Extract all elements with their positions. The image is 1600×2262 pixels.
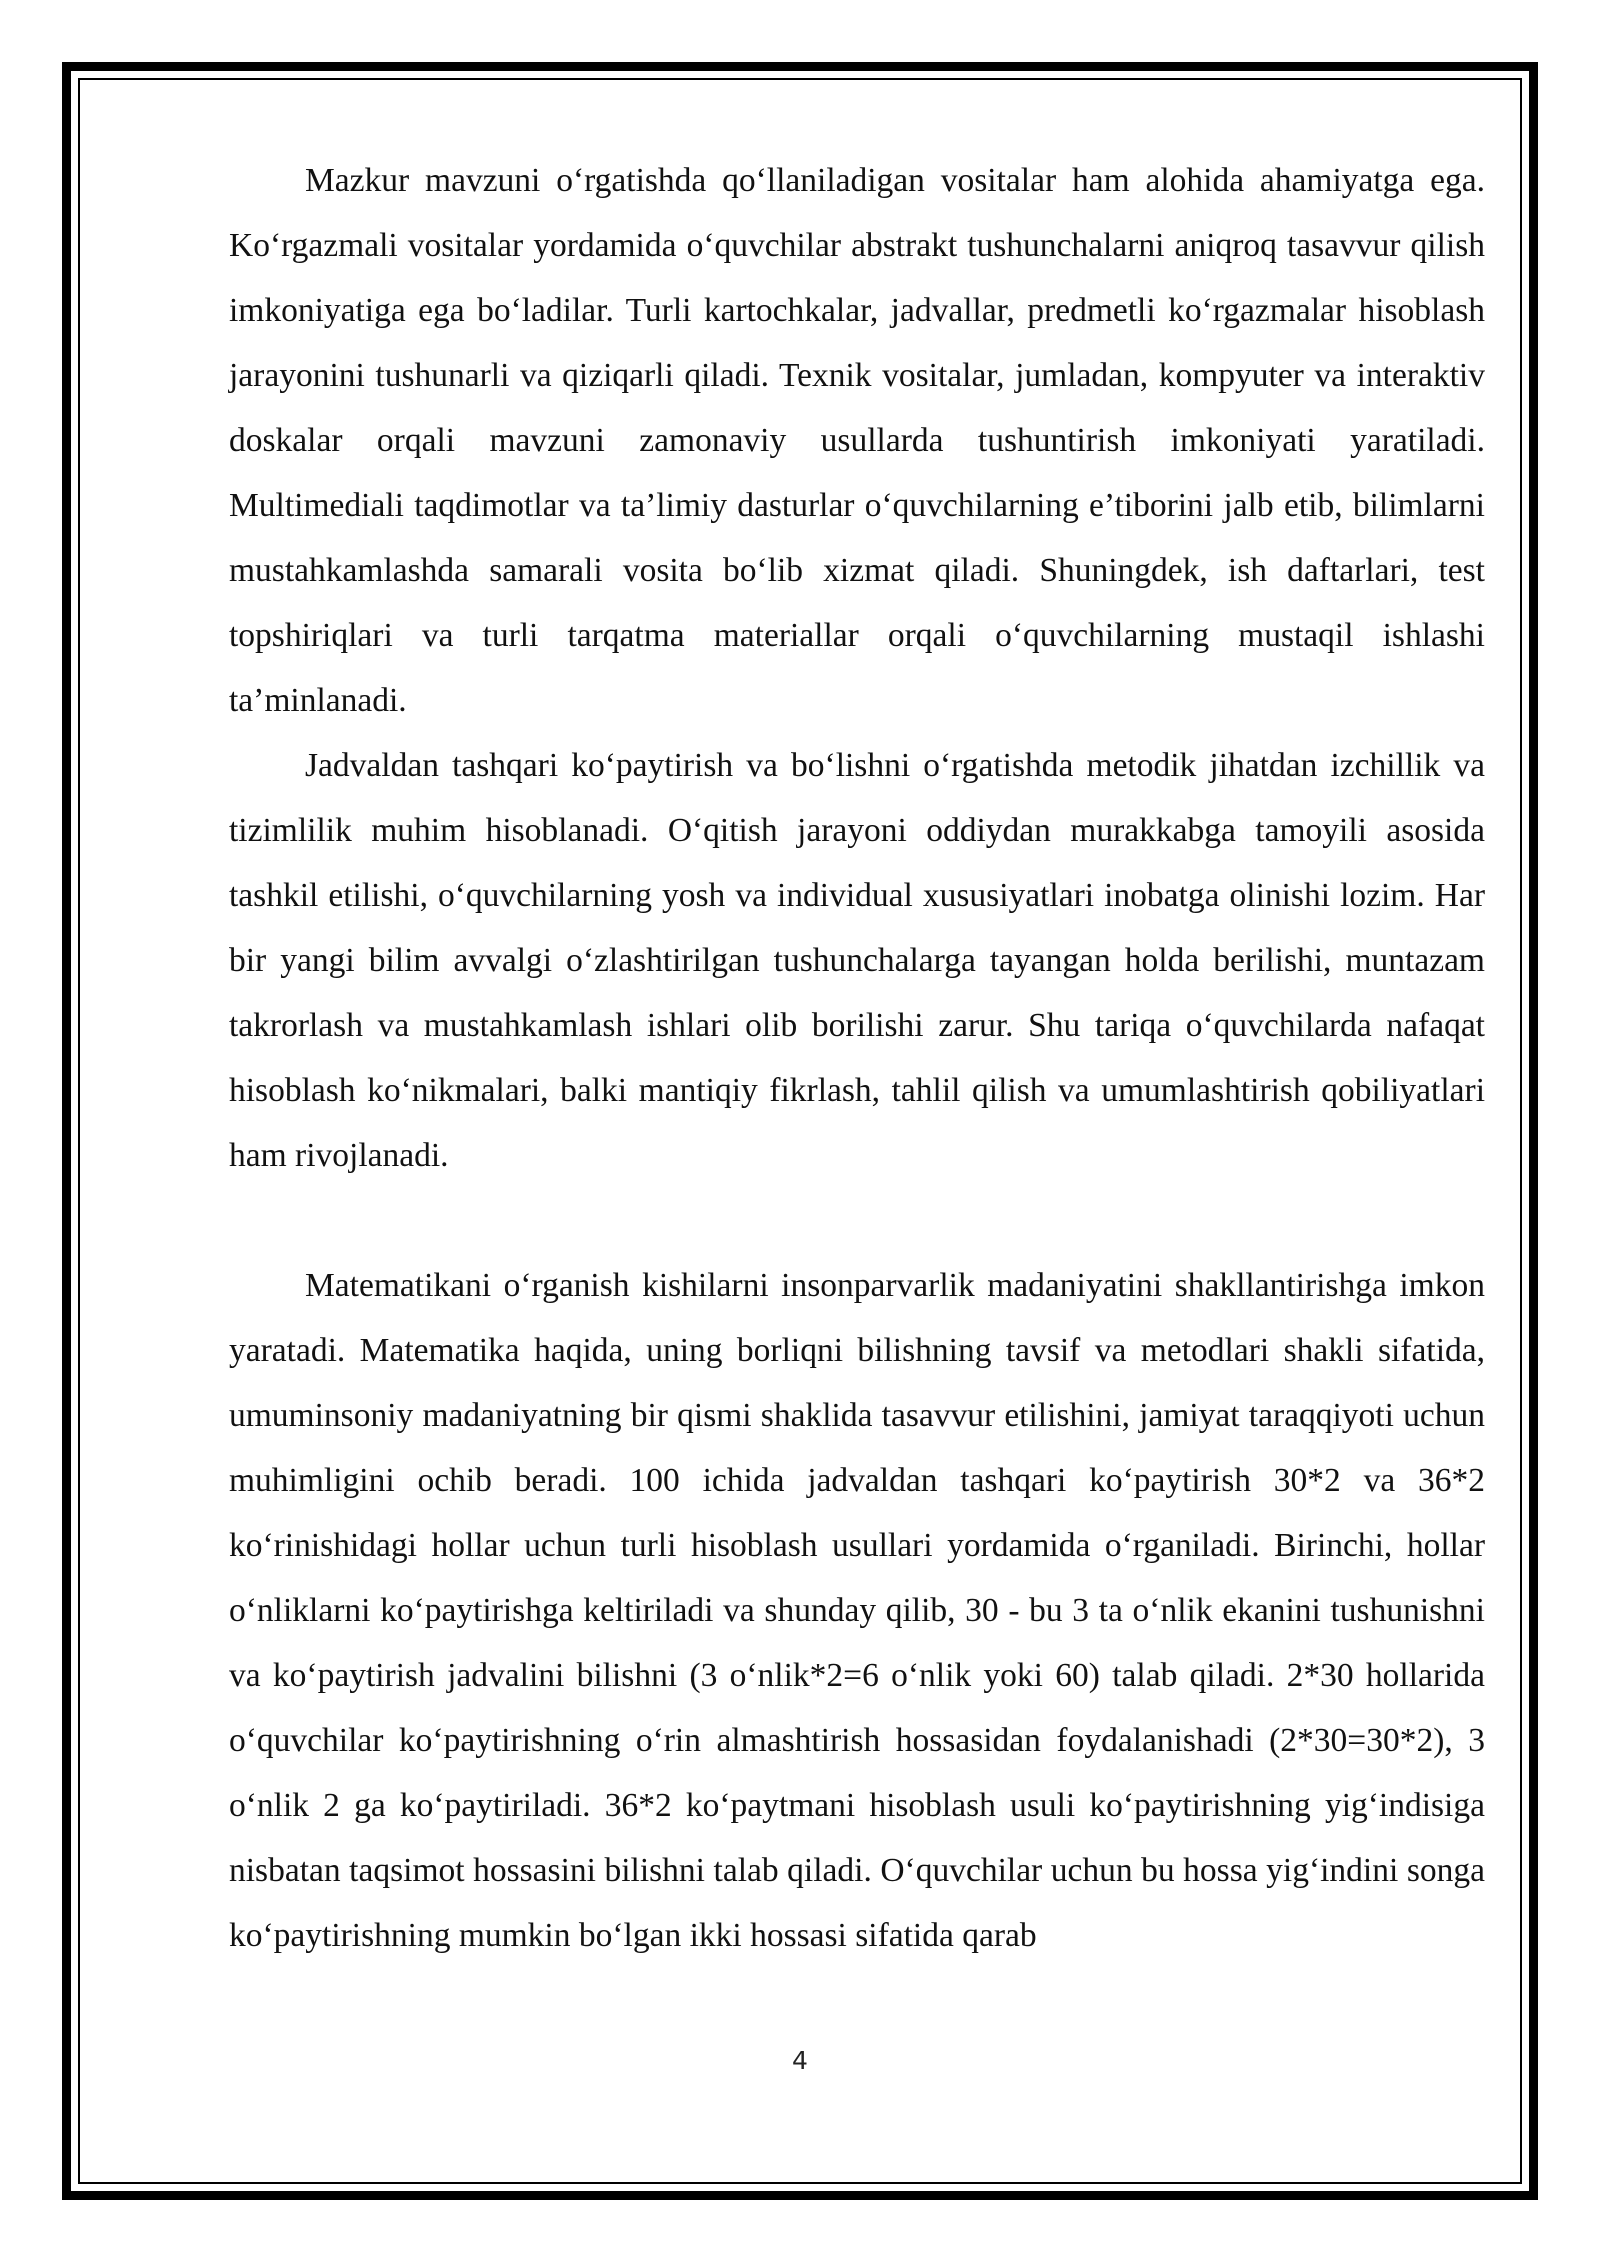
paragraph-methodology: Jadvaldan tashqari ko‘paytirish va bo‘lishni o‘rgatishda metodik jihatdan izchillik va tizimlilik muhim hisoblanadi. O‘qitish jarayoni oddiydan murakkabga tamoyili asosida tashkil etilishi, o‘quvchilarning yosh va individual xususiyatlari inobatga olinishi lozim. Har bir yangi bilim avvalgi o‘zlashtirilgan tushunchalarga tayangan holda berilishi, muntazam takrorlash va mustahkamlash ishlari olib borilishi zarur. Shu tariqa o‘quvchilarda nafaqat hisoblash ko‘nikmalari, balki mantiqiy fikrlash, tahlil qilish va umumlashtirish qobiliyatlari ham rivojlanadi. [229,747,1485,1174]
paragraph-teaching-tools: Mazkur mavzuni o‘rgatishda qo‘llaniladigan vositalar ham alohida ahamiyatga ega. Ko‘rgazmali vositalar yordamida o‘quvchilar abstrakt tushunchalarni aniqroq tasavvur qilish imkoniyatiga ega bo‘ladilar. Turli kartochkalar, jadvallar, predmetli ko‘rgazmalar hisoblash jarayonini tushunarli va qiziqarli qiladi. Texnik vositalar, jumladan, kompyuter va interaktiv doskalar orqali mavzuni zamonaviy usullarda tushuntirish imkoniyati yaratiladi. Multimediali taqdimotlar va ta’limiy dasturlar o‘quvchilarning e’tiborini jalb etib, bilimlarni mustahkamlashda samarali vosita bo‘lib xizmat qiladi. Shuningdek, ish daftarlari, test topshiriqlari va turli tarqatma materiallar orqali o‘quvchilarning mustaqil ishlashi ta’minlanadi. [229,162,1485,719]
paragraph-spacer [229,1188,1485,1253]
paragraph-mathematics: Matematikani o‘rganish kishilarni insonparvarlik madaniyatini shakllantirishga imkon yaratadi. Matematika haqida, uning borliqni bilishning tavsif va metodlari shakli sifatida, umuminsoniy madaniyatning bir qismi shaklida tasavvur etilishini, jamiyat taraqqiyoti uchun muhimligini ochib beradi. 100 ichida jadvaldan tashqari ko‘paytirish 30*2 va 36*2 ko‘rinishidagi hollar uchun turli hisoblash usullari yordamida o‘rganiladi. Birinchi, hollar o‘nliklarni ko‘paytirishga keltiriladi va shunday qilib, 30 - bu 3 ta o‘nlik ekanini tushunishni va ko‘paytirish jadvalini bilishni (3 o‘nlik*2=6 o‘nlik yoki 60) talab qiladi. 2*30 hollarida o‘quvchilar ko‘paytirishning o‘rin almashtirish hossasidan foydalanishadi (2*30=30*2), 3 o‘nlik 2 ga ko‘paytiriladi. 36*2 ko‘paytmani hisoblash usuli ko‘paytirishning yig‘indisiga nisbatan taqsimot hossasini bilishni talab qiladi. O‘quvchilar uchun bu hossa yig‘indini songa ko‘paytirishning mumkin bo‘lgan ikki hossasi sifatida qarab [229,1267,1485,1954]
page-number: 4 [792,2046,808,2075]
document-body [229,148,1485,1968]
